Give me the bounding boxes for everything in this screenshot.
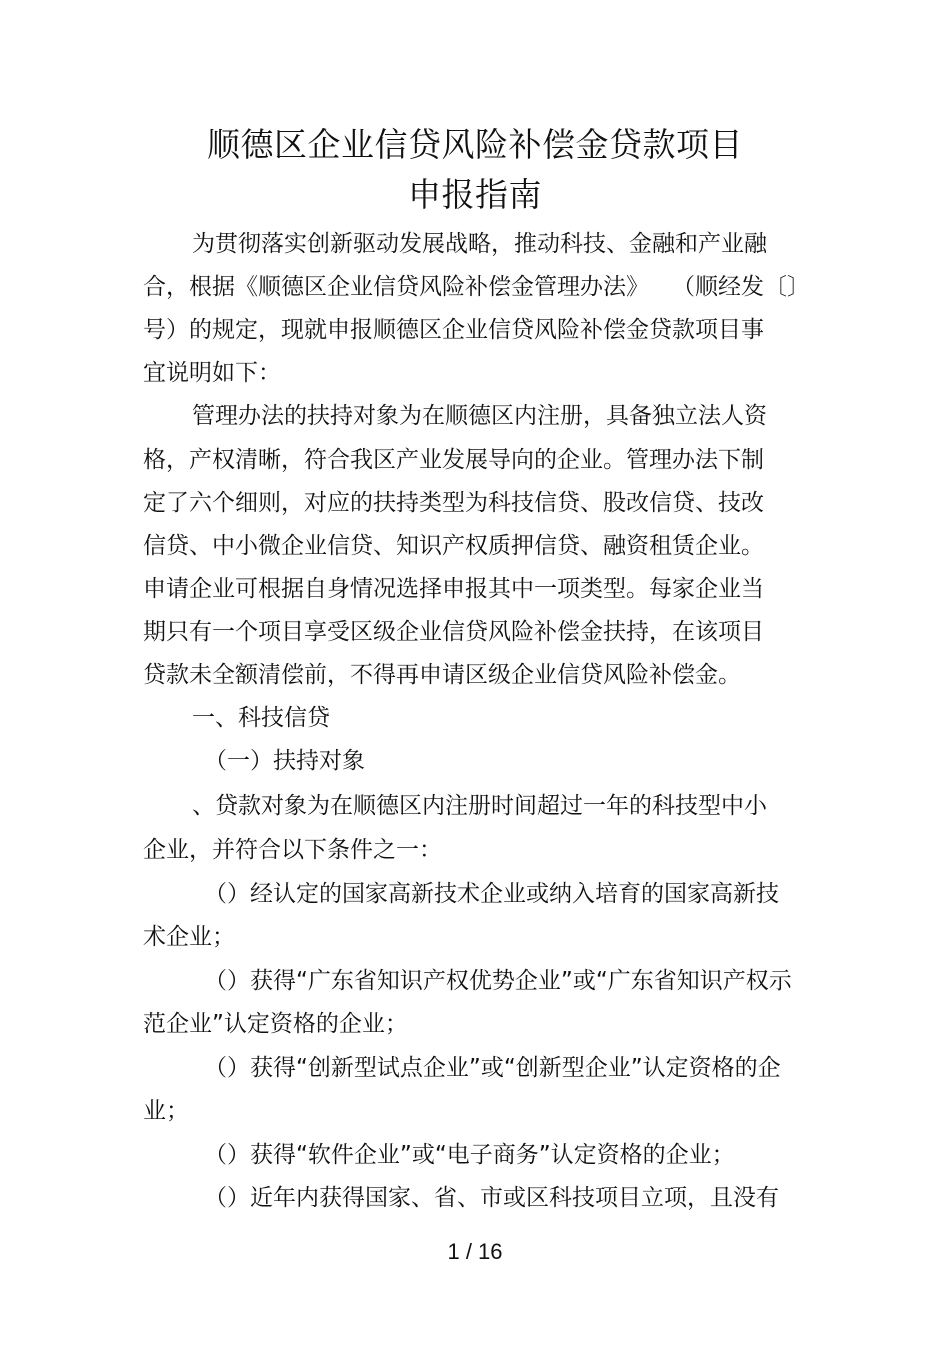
body-line: 格，产权清晰，符合我区产业发展导向的企业。管理办法下制 <box>143 447 764 473</box>
list-item-line: 业； <box>143 1098 189 1124</box>
page-indicator: 1 / 16 <box>447 1239 503 1264</box>
body-line: 为贯彻落实创新驱动发展战略，推动科技、金融和产业融 <box>192 231 767 257</box>
document-title-line-2: 申报指南 <box>408 175 542 214</box>
body-line: 期只有一个项目享受区级企业信贷风险补偿金扶持，在该项目 <box>143 619 764 645</box>
section-heading: 一、科技信贷 <box>192 705 330 731</box>
body-line: 宜说明如下： <box>143 360 281 386</box>
body-line: 管理办法的扶持对象为在顺德区内注册，具备独立法人资 <box>192 403 767 429</box>
body-line: 合，根据《顺德区企业信贷风险补偿金管理办法》 （顺经发〔〕 <box>143 274 810 300</box>
document-title-line-1: 顺德区企业信贷风险补偿金贷款项目 <box>207 125 743 164</box>
list-item-line: 范企业”认定资格的企业； <box>143 1011 408 1037</box>
subsection-heading: （一）扶持对象 <box>204 748 365 774</box>
list-item-line: 术企业； <box>143 924 235 950</box>
body-line: 企业，并符合以下条件之一： <box>143 837 442 863</box>
body-line: 定了六个细则，对应的扶持类型为科技信贷、股改信贷、技改 <box>143 490 764 516</box>
body-line: 号）的规定，现就申报顺德区企业信贷风险补偿金贷款项目事 <box>143 317 764 343</box>
body-line: 贷款未全额清偿前，不得再申请区级企业信贷风险补偿金。 <box>143 662 741 688</box>
list-item-line: （）获得“创新型试点企业”或“创新型企业”认定资格的企 <box>204 1055 781 1081</box>
list-item-line: （）近年内获得国家、省、市或区科技项目立项，且没有 <box>204 1185 779 1211</box>
body-line: 申请企业可根据自身情况选择申报其中一项类型。每家企业当 <box>143 576 764 602</box>
list-item-line: （）获得“广东省知识产权优势企业”或“广东省知识产权示 <box>204 968 792 994</box>
list-item-line: （）获得“软件企业”或“电子商务”认定资格的企业； <box>204 1142 735 1168</box>
body-line: 信贷、中小微企业信贷、知识产权质押信贷、融资租赁企业。 <box>143 533 764 559</box>
list-item-line: （）经认定的国家高新技术企业或纳入培育的国家高新技 <box>204 881 779 907</box>
body-line: 、贷款对象为在顺德区内注册时间超过一年的科技型中小 <box>192 793 767 819</box>
